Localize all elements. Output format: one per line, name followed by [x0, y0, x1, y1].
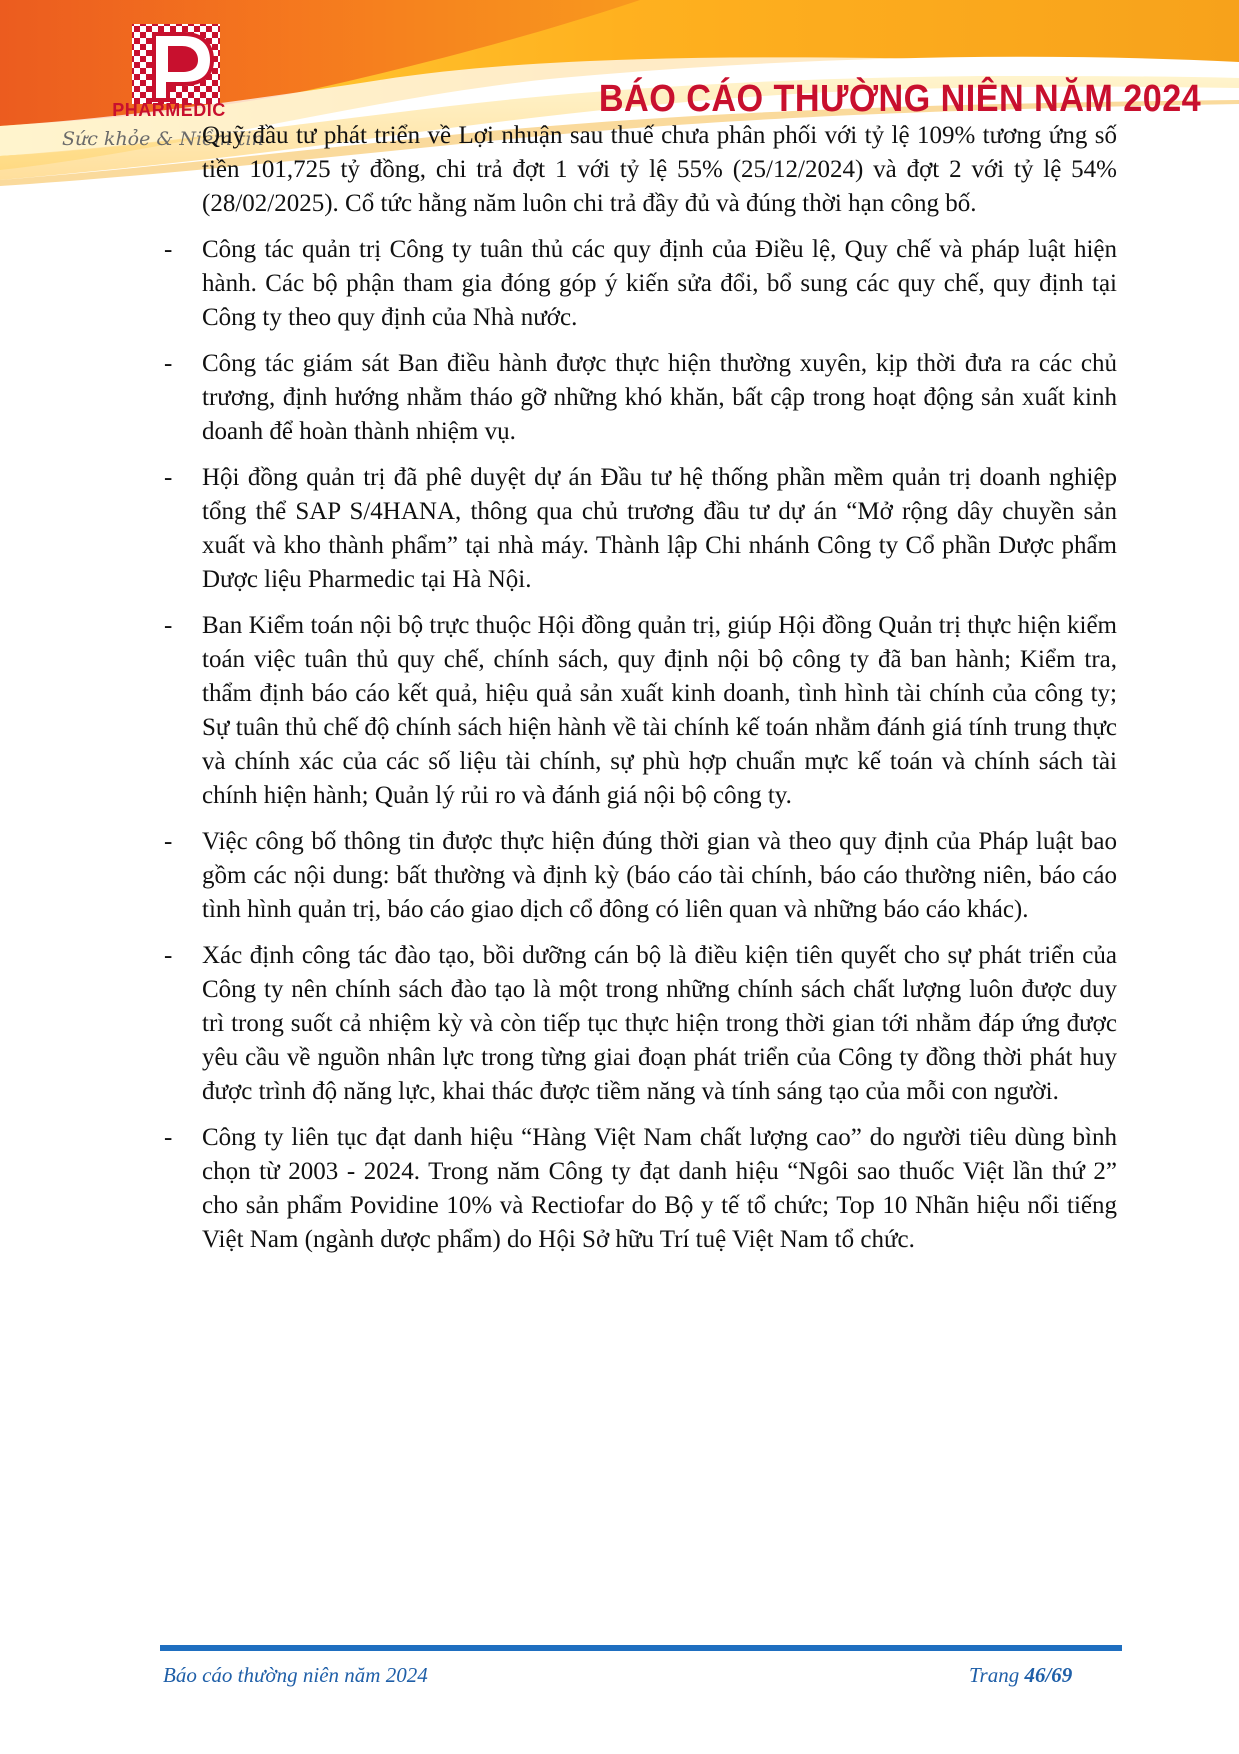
list-item-text: Việc công bố thông tin được thực hiện đúng thời gian và theo quy định của Pháp luật bao gồm các nội dung: bất thường và định kỳ (báo cáo tài chính, báo cáo thường niên, báo cáo tình hình quản trị, báo cáo giao dịch cổ đông có liên quan và những báo cáo khác).: [202, 828, 1117, 923]
list-item: [158, 825, 1117, 927]
bullet-dash: -: [164, 612, 173, 639]
report-title: BÁO CÁO THƯỜNG NIÊN NĂM 2024: [598, 78, 1201, 120]
list-item: [158, 233, 1117, 335]
list-item: [158, 1121, 1117, 1257]
brand-slogan: Sức khỏe & Niềm tin: [62, 128, 264, 150]
footer-report-name: Báo cáo thường niên năm 2024: [163, 1663, 428, 1687]
list-item-text: Công ty liên tục đạt danh hiệu “Hàng Việt Nam chất lượng cao” do người tiêu dùng bình chọn từ 2003 - 2024. Trong năm Công ty đạt danh hiệu “Ngôi sao thuốc Việt lần thứ 2” cho sản phẩm Povidine 10% và Rectiofar do Bộ y tế tổ chức; Top 10 Nhãn hiệu nổi tiếng Việt Nam (ngành dược phẩm) do Hội Sở hữu Trí tuệ Việt Nam tổ chức.: [202, 1124, 1117, 1253]
intro-paragraph: Quỹ đầu tư phát triển về Lợi nhuận sau thuế chưa phân phối với tỷ lệ 109% tương ứng số tiền 101,725 tỷ đồng, chi trả đợt 1 với tỷ lệ 55% (25/12/2024) và đợt 2 với tỷ lệ 54% (28/02/2025). Cổ tức hằng năm luôn chi trả đầy đủ và đúng thời hạn công bố.: [202, 122, 1117, 217]
bullet-dash: -: [164, 1124, 173, 1151]
list-item-text: Công tác quản trị Công ty tuân thủ các quy định của Điều lệ, Quy chế và pháp luật hiện hành. Các bộ phận tham gia đóng góp ý kiến sửa đổi, bổ sung các quy chế, quy định tại Công ty theo quy định của Nhà nước.: [202, 236, 1117, 331]
list-item-text: Công tác giám sát Ban điều hành được thực hiện thường xuyên, kịp thời đưa ra các chủ trương, định hướng nhằm tháo gỡ những khó khăn, bất cập trong hoạt động sản xuất kinh doanh để hoàn thành nhiệm vụ.: [202, 350, 1117, 445]
document-body: [158, 119, 1117, 1257]
list-item-text: Xác định công tác đào tạo, bồi dưỡng cán bộ là điều kiện tiên quyết cho sự phát triển của Công ty nên chính sách đào tạo là một trong những chính sách chất lượng luôn được duy trì trong suốt cả nhiệm kỳ và còn tiếp tục thực hiện trong thời gian tới nhằm đáp ứng được yêu cầu về nguồn nhân lực trong từng giai đoạn phát triển của Công ty đồng thời phát huy được trình độ năng lực, khai thác được tiềm năng và tính sáng tạo của mỗi con người.: [202, 942, 1117, 1105]
page-indicator: [969, 1663, 1072, 1688]
list-item-text: Hội đồng quản trị đã phê duyệt dự án Đầu tư hệ thống phần mềm quản trị doanh nghiệp tổng thể SAP S/4HANA, thông qua chủ trương đầu tư dự án “Mở rộng dây chuyền sản xuất và kho thành phẩm” tại nhà máy. Thành lập Chi nhánh Công ty Cổ phần Dược phẩm Dược liệu Pharmedic tại Hà Nội.: [202, 464, 1117, 593]
bullet-dash: -: [164, 828, 173, 855]
bullet-dash: -: [164, 350, 173, 377]
page-number: 46/69: [1024, 1663, 1073, 1687]
brand-name: PHARMEDIC: [112, 100, 226, 120]
list-item: [158, 609, 1117, 813]
footer-divider: [160, 1645, 1122, 1651]
list-item: [158, 461, 1117, 597]
bullet-dash: -: [164, 236, 173, 263]
bullet-list: [158, 233, 1117, 1257]
bullet-dash: -: [164, 942, 173, 969]
list-item: [158, 347, 1117, 449]
list-item: [158, 939, 1117, 1109]
bullet-dash: -: [164, 464, 173, 491]
page-label: Trang: [969, 1663, 1020, 1687]
list-item-text: Ban Kiểm toán nội bộ trực thuộc Hội đồng quản trị, giúp Hội đồng Quản trị thực hiện kiểm toán việc tuân thủ quy chế, chính sách, quy định nội bộ công ty đã ban hành; Kiểm tra, thẩm định báo cáo kết quả, hiệu quả sản xuất kinh doanh, tình hình tài chính của công ty; Sự tuân thủ chế độ chính sách hiện hành về tài chính kế toán nhằm đánh giá tính trung thực và chính xác của các số liệu tài chính, sự phù hợp chuẩn mực kế toán và chính sách tài chính hiện hành; Quản lý rủi ro và đánh giá nội bộ công ty.: [202, 612, 1117, 809]
